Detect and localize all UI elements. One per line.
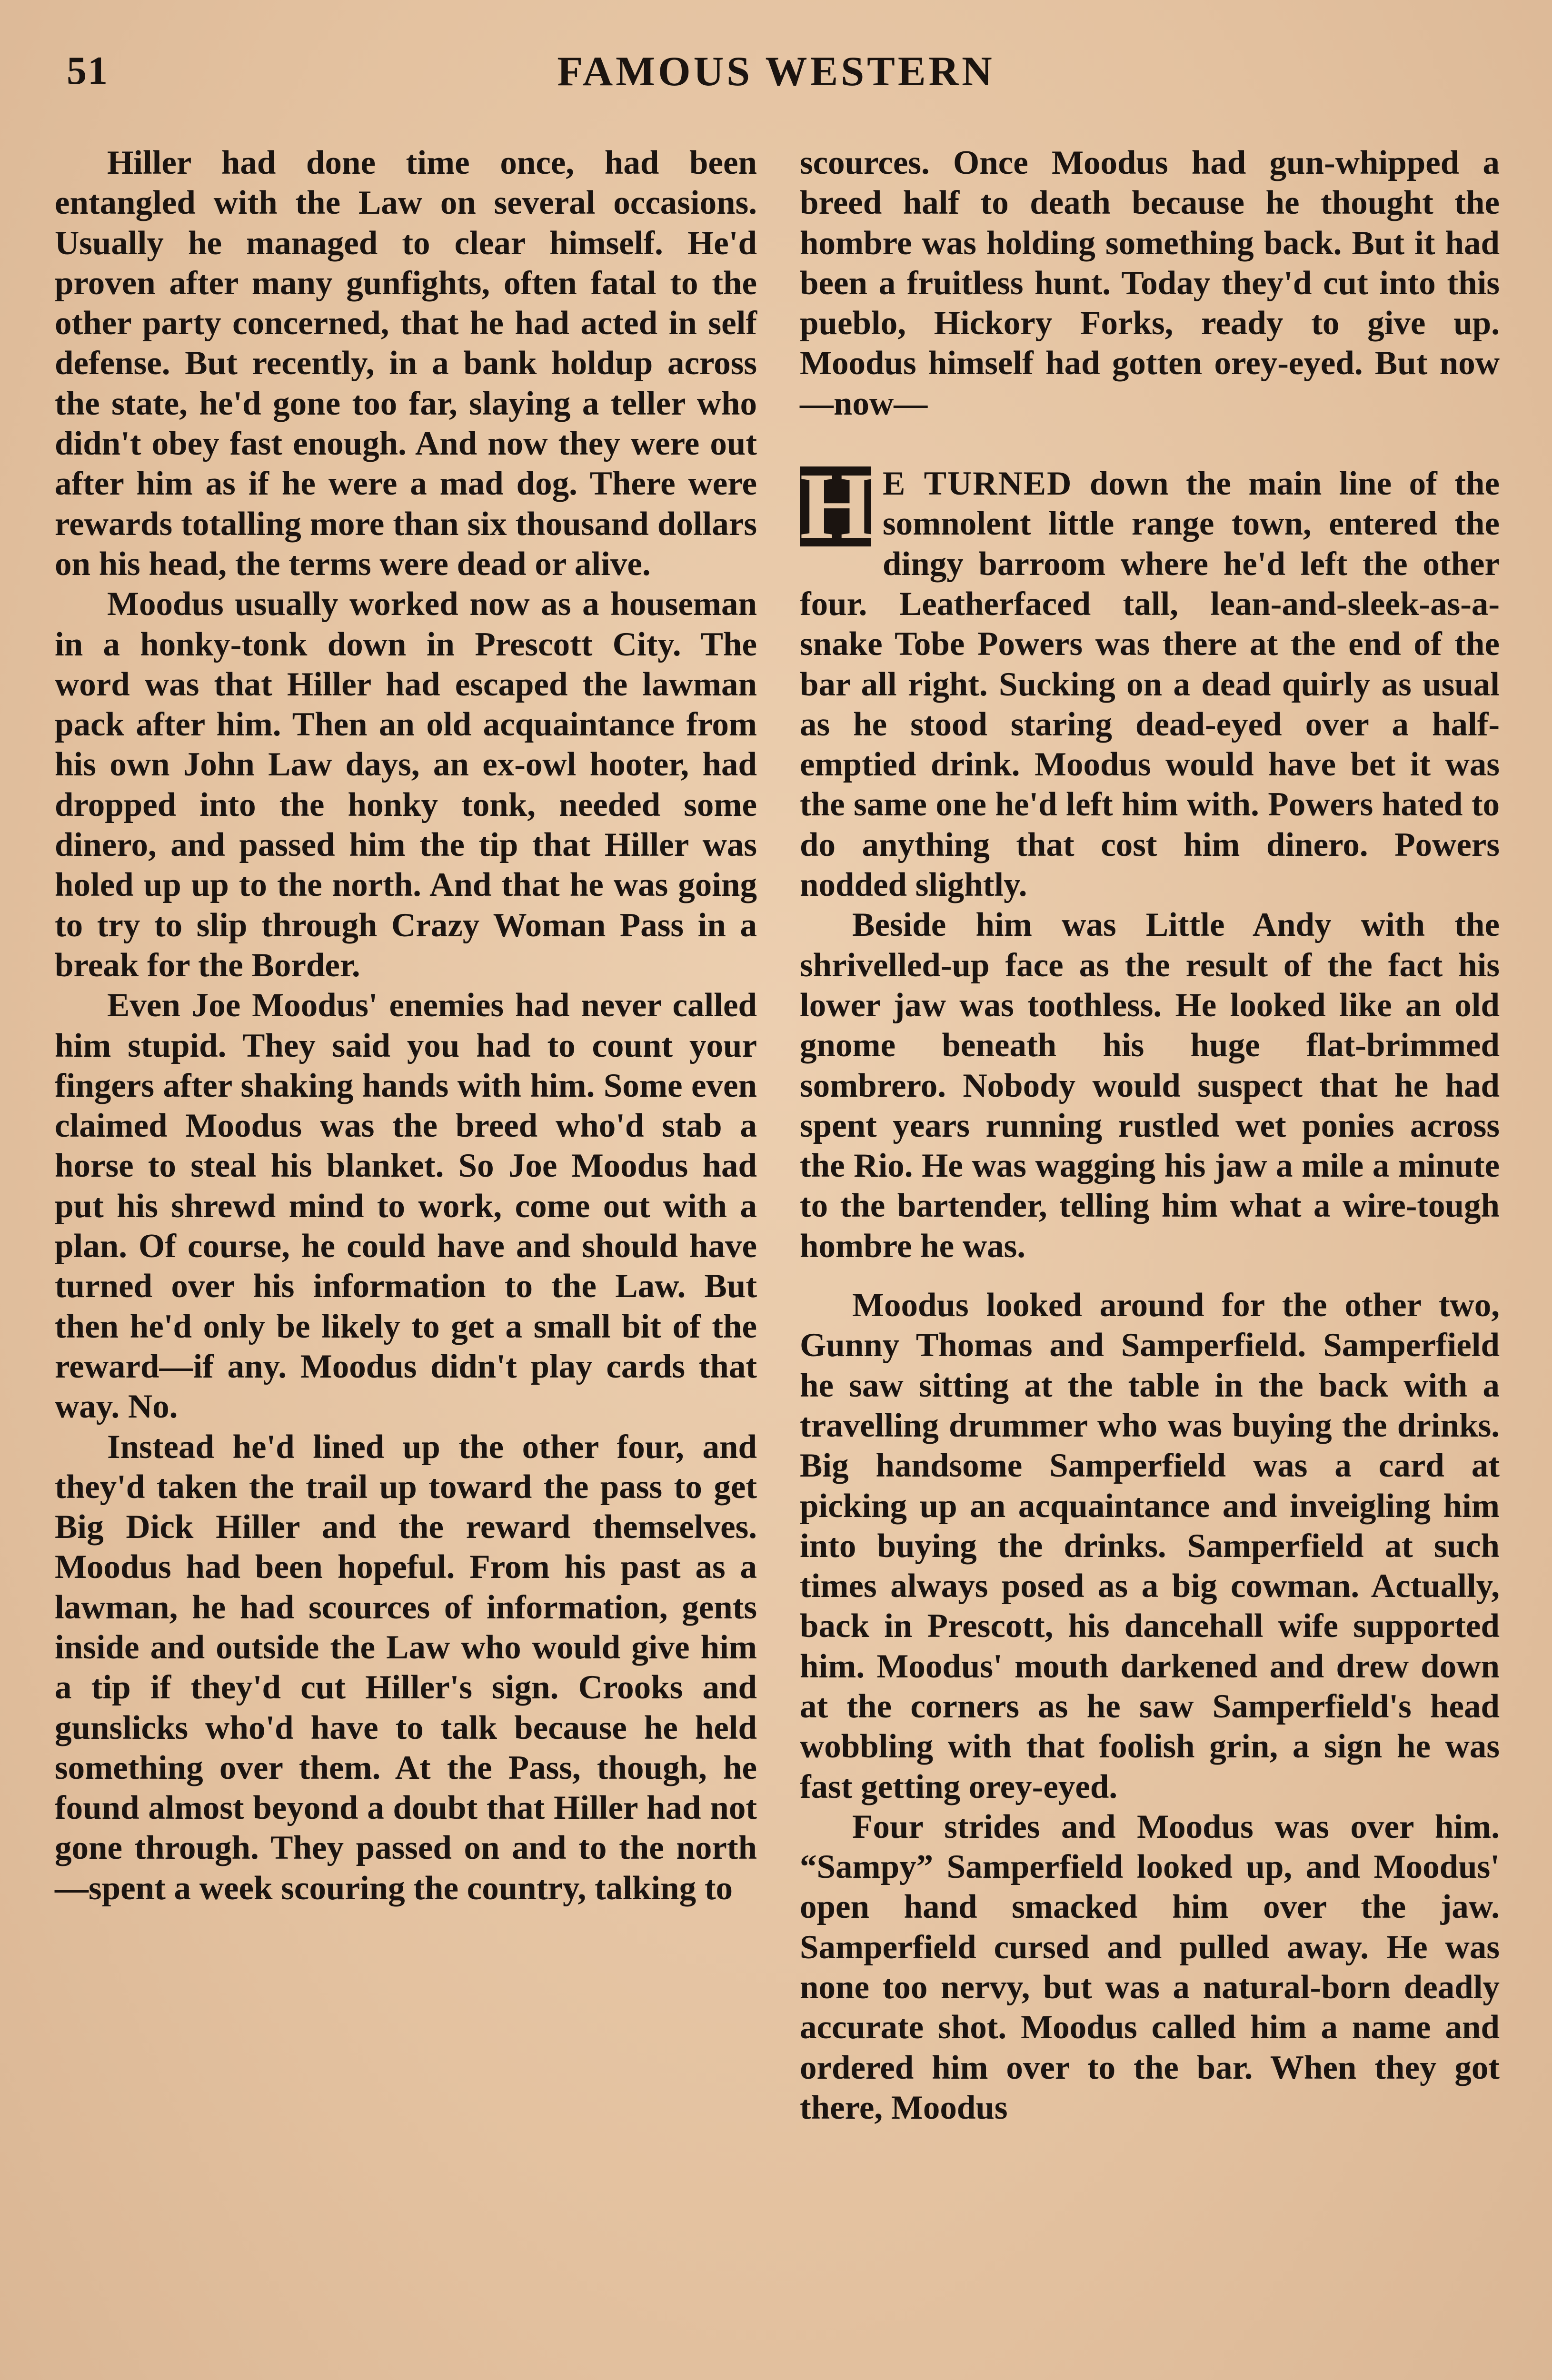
paragraph: Four strides and Moodus was over him. “Sampy” Samperfield looked up, and Moodus' open hand smacked him over the jaw. Samperfield cursed and pulled away. He was none too nervy, but was a natural-born deadly accurate shot. Moodus called him a name and ordered him over to the bar. When they got there, Moodus xyxy=(800,1808,1500,2126)
paragraph: Hiller had done time once, had been entangled with the Law on several occasions. Usually he managed to clear himself. He'd proven after many gunfights, often fatal to the other party concerned, that he had acted in self defense. But recently, in a bank holdup across the state, he'd gone too far, slaying a teller who didn't obey fast enough. And now they were out after him as if he were a mad dog. There were rewards totalling more than six thousand dollars on his head, the terms were dead or alive. xyxy=(55,144,757,583)
paragraph-gap xyxy=(800,1266,1500,1285)
page-header xyxy=(0,48,1552,100)
right-column xyxy=(800,143,1500,2128)
paragraph-continuation: scources. Once Moodus had gun-whipped a breed half to death because he thought the hombre was holding something back. But it had been a fruitless hunt. Today they'd cut into this pueblo, Hickory Forks, ready to give up. Moodus himself had gotten orey-eyed. But now—now— xyxy=(800,144,1500,422)
paragraph: Moodus usually worked now as a houseman in a honky-tonk down in Prescott City. The word was that Hiller had escaped the lawman pack after him. Then an old acquaintance from his own John Law days, an ex-owl hooter, had dropped into the honky tonk, needed some dinero, and passed him the tip that Hiller was holed up up to the north. And that he was going to try to slip through Crazy Woman Pass in a break for the Border. xyxy=(55,585,757,984)
paragraph: Instead he'd lined up the other four, and they'd taken the trail up toward the pass to get Big Dick Hiller and the reward themselves. Moodus had been hopeful. From his past as a lawman, he had scources of information, gents inside and outside the Law who would give him a tip if they'd cut Hiller's sign. Crooks and gunslicks who'd have to talk because he held something over them. At the Pass, though, he found almost beyond a doubt that Hiller had not gone through. They passed on and to the north—spent a week scouring the country, talking to xyxy=(55,1428,757,1907)
paragraph: Even Joe Moodus' enemies had never called him stupid. They said you had to count your fingers after shaking hands with him. Some even claimed Moodus was the breed who'd stab a horse to steal his blanket. So Joe Moodus had put his shrewd mind to work, come out with a plan. Of course, he could have and should have turned over his information to the Law. But then he'd only be likely to get a small bit of the reward—if any. Moodus didn't play cards that way. No. xyxy=(55,987,757,1426)
paragraph: Beside him was Little Andy with the shrivelled-up face as the result of the fact his lower jaw was toothless. He looked like an old gnome beneath his huge flat-brimmed sombrero. Nobody would suspect that he had spent years running rustled wet ponies across the Rio. He was wagging his jaw a mile a minute to the bartender, telling him what a wire-tough hombre he was. xyxy=(800,906,1500,1265)
left-column xyxy=(55,143,757,1908)
magazine-title: FAMOUS WESTERN xyxy=(557,49,995,95)
section-break xyxy=(800,424,1500,464)
page-number: 51 xyxy=(67,49,109,93)
dropcap-letter: H xyxy=(800,454,874,559)
paragraph: Moodus looked around for the other two, Gunny Thomas and Samperfield. Samperfield he saw sitting at the table in the back with a travelling drummer who was buying the drinks. Big handsome Samperfield was a card at picking up an acquaintance and inveigling him into buying the drinks. Samperfield at such times always posed as a big cowman. Actually, back in Prescott, his dancehall wife supported him. Moodus' mouth darkened and drew down at the corners as he saw Samperfield's head wobbling with that foolish grin, a sign he was fast getting orey-eyed. xyxy=(800,1287,1500,1805)
dropcap-text: down the main line of the somnolent little range town, entered the dingy barroom where he'd left the other four. Leatherfaced tall, lean-and-sleek-as-a-snake Tobe Powers was there at the end of the bar all right. Sucking on a dead quirly as usual as he stood staring dead-eyed over a half-emptied drink. Moodus would have bet it was the same one he'd left him with. Powers hated to do anything that cost him dinero. Powers nodded slightly. xyxy=(800,465,1500,904)
dropcap-lead: E TURNED xyxy=(883,465,1073,503)
dropcap-paragraph xyxy=(800,454,1500,905)
